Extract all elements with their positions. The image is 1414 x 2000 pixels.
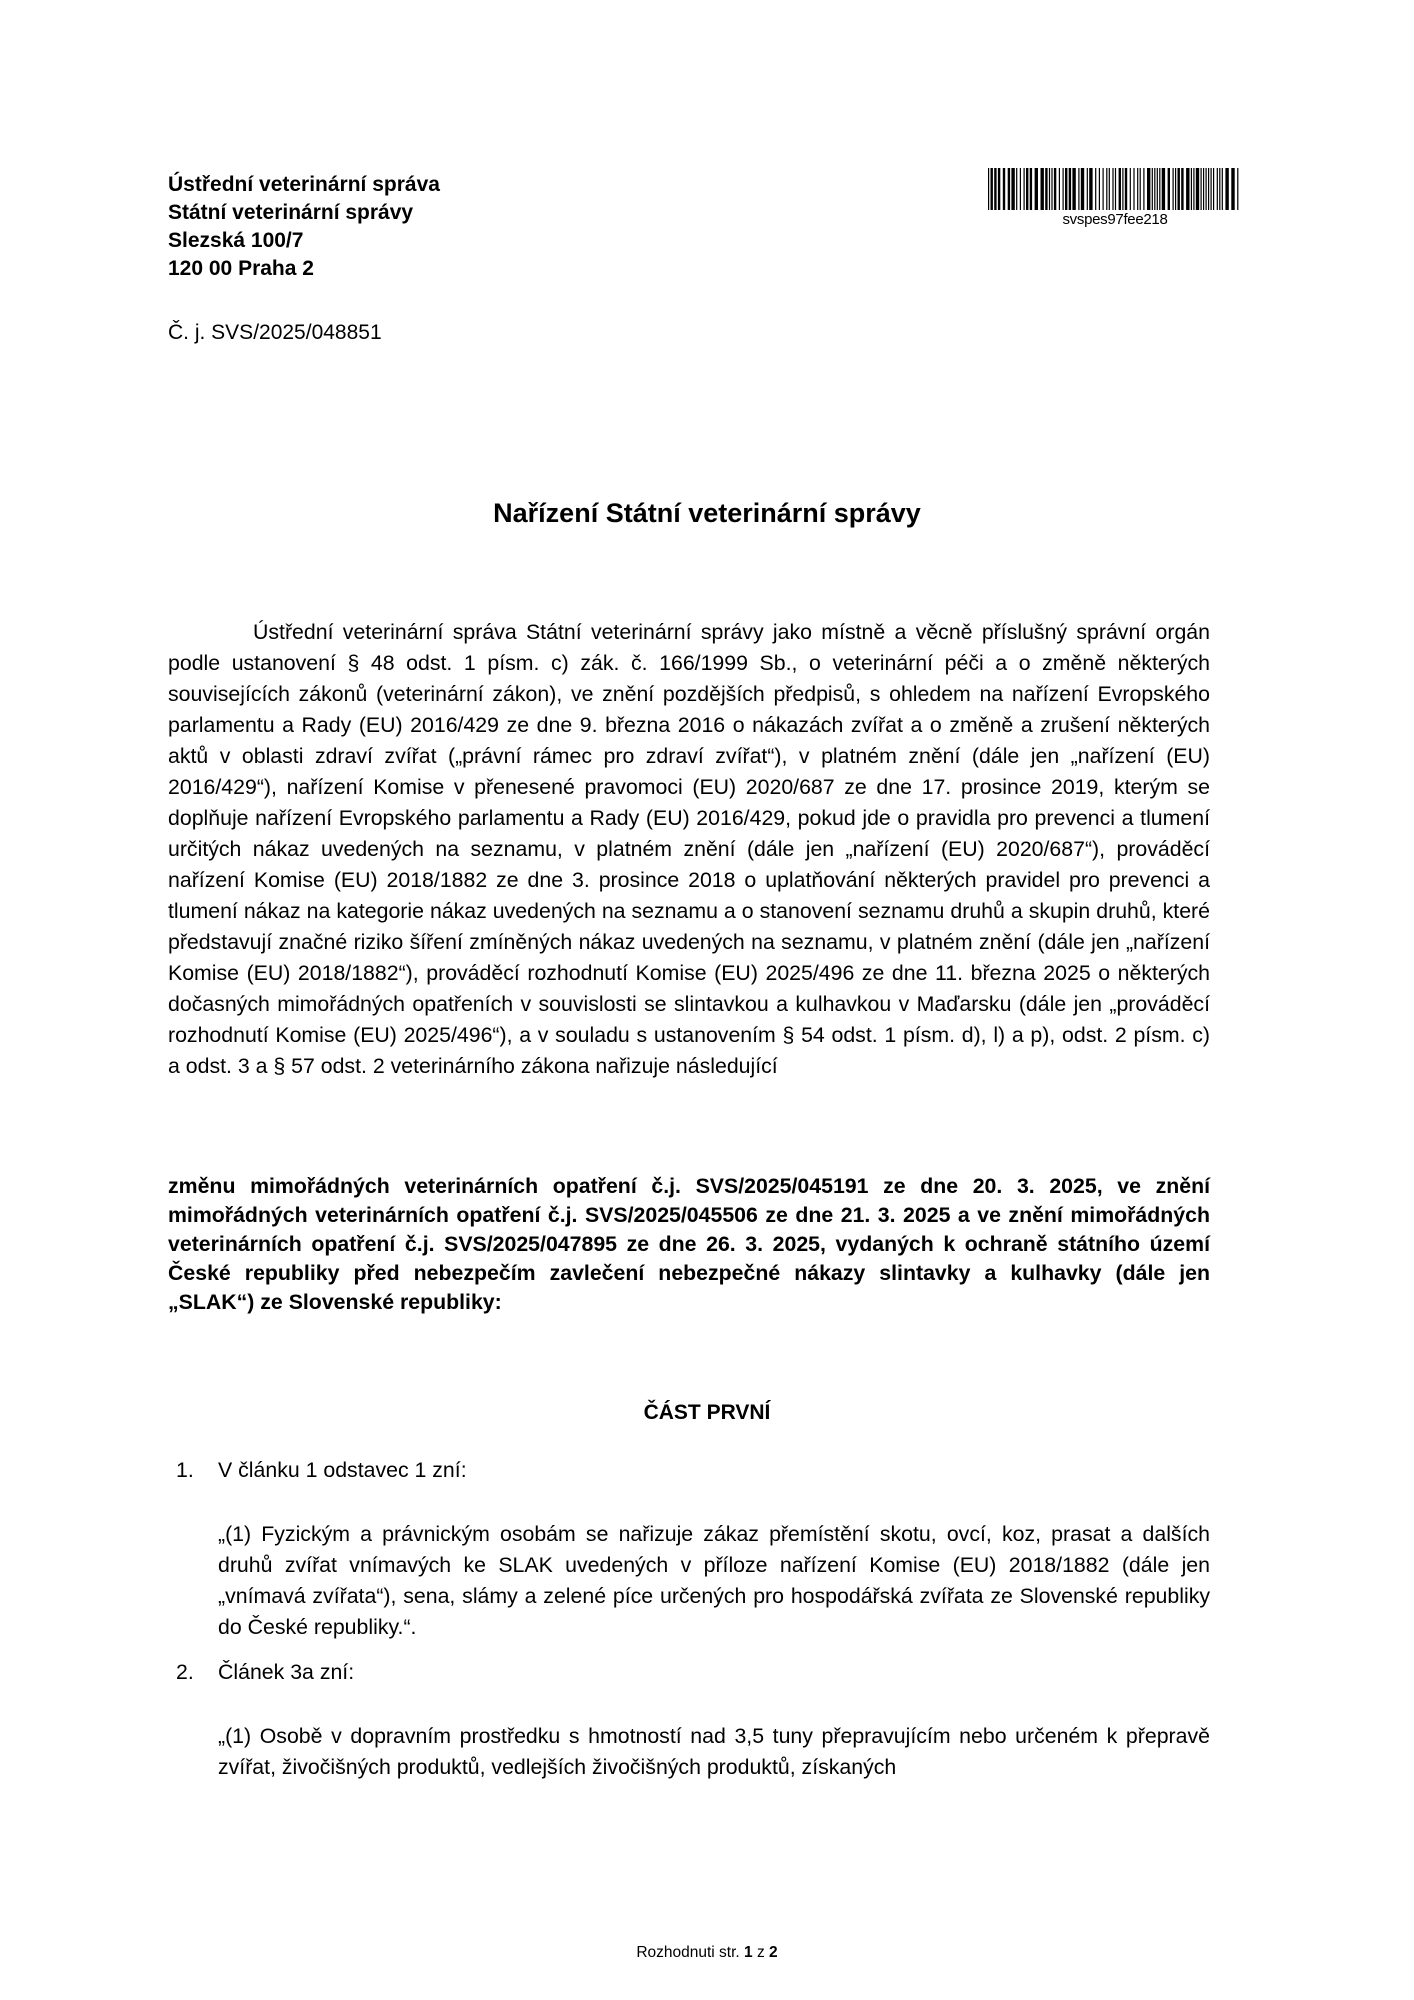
barcode-bar [1152,168,1153,210]
barcode-bar [1030,168,1032,210]
barcode-bar [1045,168,1047,210]
barcode-bar [1089,168,1092,210]
barcode-bar [1175,168,1176,210]
barcode-bar [1140,168,1141,210]
barcode-bar [1016,168,1017,210]
document-title: Nařízení Státní veterinární správy [493,498,921,528]
barcode-bar [1011,168,1014,210]
barcode-bar [1049,168,1050,210]
barcode-bar [1109,168,1110,210]
barcode-bar [1157,168,1158,210]
barcode-bar [1112,168,1113,210]
footer-prefix: Rozhodnuti str. [636,1944,740,1961]
barcode-bar [1137,168,1138,210]
barcode-bar [1130,168,1131,210]
barcode-bar [1222,168,1223,210]
barcode-bar [1119,168,1121,210]
barcode-bar [994,168,996,210]
barcode-bar [1008,168,1010,210]
intro-paragraph: Ústřední veterinární správa Státní veterinární správy jako místně a věcně příslušný správní orgán podle ustanovení § 48 odst. 1 písm. c) zák. č. 166/1999 Sb., o veterinární péči a o změně některých souvisejících zákonů (veterinární zákon), ve znění pozdějších předpisů, s ohledem na nařízení Evropského parlamentu a Rady (EU) 2016/429 ze dne 9. března 2016 o nákazách zvířat a o změně a zrušení některých aktů v oblasti zdraví zvířat („právní rámec pro zdraví zvířat“), v platném znění (dále jen „nařízení (EU) 2016/429“), nařízení Komise v přenesené pravomoci (EU) 2020/687 ze dne 17. prosince 2019, kterým se doplňuje nařízení Evropského parlamentu a Rady (EU) 2016/429, pokud jde o pravidla pro prevenci a tlumení určitých nákaz uvedených na seznamu, v platném znění (dále jen „nařízení (EU) 2020/687“), prováděcí nařízení Komise (EU) 2018/1882 ze dne 3. prosince 2018 o uplatňování některých pravidel pro prevenci a tlumení nákaz na kategorie nákaz uvedených na seznamu a o stanovení seznamu druhů a skupin druhů, které představují značné riziko šíření zmíněných nákaz uvedených na seznamu, v platném znění (dále jen „nařízení Komise (EU) 2018/1882“), prováděcí rozhodnutí Komise (EU) 2025/496 ze dne 11. března 2025 o některých dočasných mimořádných opatřeních v souvislosti se slintavkou a kulhavkou v Maďarsku (dále jen „prováděcí rozhodnutí Komise (EU) 2025/496“), a v souladu s ustanovením § 54 odst. 1 písm. d), l) a p), odst. 2 písm. c) a odst. 3 a § 57 odst. 2 veterinárního zákona nařizuje následující [168,620,1210,1078]
barcode-bar [1035,168,1038,210]
barcode-bar [1213,168,1214,210]
barcode-bar [1147,168,1150,210]
barcode-bar [1173,168,1174,210]
barcode-bar [988,168,989,210]
barcode-bar [1059,168,1060,210]
barcode-bar [1026,168,1028,210]
barcode-bar [1078,168,1079,210]
footer-page-total: 2 [769,1944,778,1961]
barcode-bar [1051,168,1052,210]
barcode-bar [1237,168,1238,210]
barcode-bar [1231,168,1234,210]
barcode-bars [988,168,1242,210]
barcode-bar [1203,168,1204,210]
barcode-bar [1133,168,1134,210]
barcode-bar [1217,168,1218,210]
barcode-bar [1154,168,1155,210]
barcode-bar [1196,168,1199,210]
barcode-bar [1143,168,1144,210]
barcode-bar [1087,168,1088,210]
barcode-bar [1024,168,1025,210]
list-item [176,1458,467,1483]
barcode-bar [1054,168,1056,210]
barcode-bar [1020,168,1021,210]
footer-page-number: 1 [744,1944,753,1961]
sender-line-1: Ústřední veterinární správa [168,173,440,196]
list-item [176,1660,354,1685]
barcode-bar [1003,168,1005,210]
barcode-bar [1211,168,1212,210]
barcode-bar [1159,168,1160,210]
barcode-bar [1201,168,1202,210]
item-heading: V článku 1 odstavec 1 zní: [218,1458,467,1482]
barcode-bar [1162,168,1165,210]
barcode-bar [1095,168,1096,210]
barcode-bar [1041,168,1044,210]
footer-separator: z [756,1944,765,1961]
barcode-bar [1106,168,1107,210]
sender-line-4: 120 00 Praha 2 [168,257,314,280]
barcode-bar [1193,168,1194,210]
barcode-bar [1178,168,1180,210]
reference-number: Č. j. SVS/2025/048851 [168,321,382,344]
barcode-bar [1206,168,1207,210]
barcode-bar [1122,168,1123,210]
barcode-code: svspes97fee218 [1062,211,1168,228]
barcode-bar [991,168,993,210]
barcode-bar [1103,168,1104,210]
barcode-bar [1115,168,1116,210]
barcode-bar [998,168,1000,210]
barcode-bar [1072,168,1075,210]
barcode-bar [1125,168,1127,210]
sender-line-3: Slezská 100/7 [168,229,304,252]
barcode-bar [1065,168,1067,210]
item-number: 2. [176,1660,194,1684]
barcode-bar [1208,168,1209,210]
item-quote: „(1) Fyzickým a právnickým osobám se nařizuje zákaz přemístění skotu, ovcí, koz, prasat a dalších druhů zvířat vnímavých ke SLAK uvedených v příloze nařízení Komise (EU) 2018/1882 (dále jen „vnímavá zvířata“), sena, slámy a zelené píce určených pro hospodářská zvířata ze Slovenské republiky do České republiky.“. [218,1522,1210,1639]
item-number: 1. [176,1458,194,1482]
barcode-bar [1168,168,1170,210]
part-title: ČÁST PRVNÍ [643,1401,771,1424]
barcode-bar [1069,168,1071,210]
barcode-bar [1099,168,1100,210]
regulation-subject: změnu mimořádných veterinárních opatření č.j. SVS/2025/045191 ze dne 20. 3. 2025, ve znění mimořádných veterinárních opatření č.j. SVS/2025/045506 ze dne 21. 3. 2025 a ve znění mimořádných veterinárních opatření č.j. SVS/2025/047895 ze dne 26. 3. 2025, vydaných k ochraně státního území České republiky před nebezpečím zavlečení nebezpečné nákazy slintavky a kulhavky (dále jen „SLAK“) ze Slovenské republiky: [168,1174,1210,1314]
page-footer [0,1944,1414,1962]
barcode-bar [1225,168,1228,210]
barcode-bar [1186,168,1189,210]
barcode-bar [1063,168,1064,210]
sender-address [168,171,440,283]
item-quote: „(1) Osobě v dopravním prostředku s hmotností nad 3,5 tuny přepravujícím nebo určeném k přepravě zvířat, živočišných produktů, vedlejších živočišných produktů, získaných [218,1724,1210,1779]
barcode-bar [1219,168,1220,210]
sender-line-2: Státní veterinární správy [168,201,414,224]
barcode-bar [1081,168,1084,210]
barcode-bar [1181,168,1183,210]
item-heading: Článek 3a zní: [218,1660,355,1684]
barcode [988,168,1242,228]
barcode-bar [1191,168,1192,210]
